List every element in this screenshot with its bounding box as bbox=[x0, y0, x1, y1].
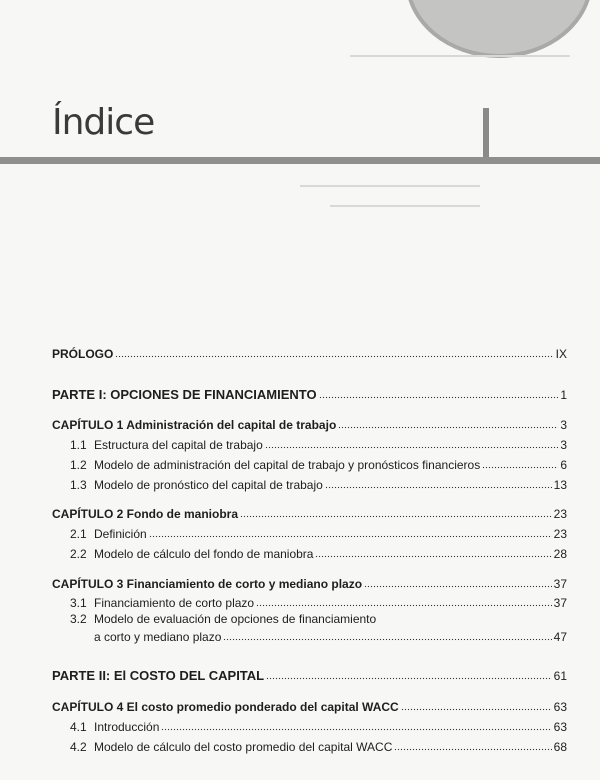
toc-section-number: 3.2 bbox=[70, 612, 87, 626]
toc-entry-capitulo-4 bbox=[0, 696, 600, 714]
toc-label: Estructura del capital de trabajo bbox=[94, 438, 263, 452]
toc-page-number: 13 bbox=[553, 478, 567, 492]
toc-entry-1-2 bbox=[0, 454, 600, 472]
bleed-through-line bbox=[300, 185, 480, 187]
dot-leader bbox=[315, 555, 551, 558]
title-horizontal-rule bbox=[0, 157, 600, 164]
toc-entry-1-1 bbox=[0, 434, 600, 452]
toc-section-number: 3.1 bbox=[70, 596, 87, 610]
toc-label: CAPÍTULO 2 Fondo de maniobra bbox=[52, 507, 239, 521]
toc-page-number: 28 bbox=[553, 547, 567, 561]
toc-entry-parte-1 bbox=[0, 384, 600, 402]
toc-section-number: 1.2 bbox=[70, 458, 87, 472]
toc-page-number: IX bbox=[555, 347, 567, 361]
dot-leader bbox=[256, 604, 552, 607]
toc-entry-1-3 bbox=[0, 474, 600, 492]
dot-leader bbox=[319, 396, 559, 399]
toc-page-number: 37 bbox=[553, 577, 567, 591]
toc-label: Definición bbox=[94, 527, 147, 541]
toc-page-number: 37 bbox=[553, 596, 567, 610]
toc-label: CAPÍTULO 1 Administración del capital de trabajo bbox=[52, 418, 337, 432]
toc-page-number: 1 bbox=[560, 388, 567, 402]
toc-section-number: 4.1 bbox=[70, 720, 87, 734]
dot-leader bbox=[338, 426, 558, 429]
toc-label: Modelo de pronóstico del capital de trabajo bbox=[94, 478, 323, 492]
page-title: Índice bbox=[52, 102, 155, 143]
toc-page-number: 68 bbox=[553, 740, 567, 754]
dot-leader bbox=[401, 708, 552, 711]
bleed-through-line bbox=[350, 55, 570, 57]
dot-leader bbox=[161, 728, 551, 731]
dot-leader bbox=[394, 748, 551, 751]
dot-leader bbox=[364, 585, 552, 588]
dot-leader bbox=[265, 446, 559, 449]
dot-leader bbox=[149, 535, 552, 538]
dot-leader bbox=[266, 677, 552, 680]
toc-page-number: 3 bbox=[560, 418, 567, 432]
toc-section-number: 4.2 bbox=[70, 740, 87, 754]
toc-page-number: 23 bbox=[553, 507, 567, 521]
bleed-through-line bbox=[330, 205, 480, 207]
toc-entry-2-1 bbox=[0, 523, 600, 541]
toc-page-number: 63 bbox=[553, 700, 567, 714]
toc-label: CAPÍTULO 4 El costo promedio ponderado del capital WACC bbox=[52, 700, 399, 714]
toc-entry-parte-2 bbox=[0, 665, 600, 683]
toc-section-number: 1.1 bbox=[70, 438, 87, 452]
toc-entry-capitulo-1 bbox=[0, 414, 600, 432]
toc-page-number: 3 bbox=[560, 438, 567, 452]
dot-leader bbox=[325, 486, 552, 489]
dot-leader bbox=[240, 515, 552, 518]
toc-label: Introducción bbox=[94, 720, 160, 734]
toc-entry-capitulo-2 bbox=[0, 503, 600, 521]
toc-section-number: 2.1 bbox=[70, 527, 87, 541]
toc-entry-2-2 bbox=[0, 543, 600, 561]
toc-label: PARTE I: OPCIONES DE FINANCIAMIENTO bbox=[52, 387, 317, 402]
toc-label: Modelo de administración del capital de trabajo y pronósticos financieros bbox=[94, 458, 481, 472]
toc-label: Modelo de cálculo del costo promedio del capital WACC bbox=[94, 740, 393, 754]
toc-label: PARTE II: El COSTO DEL CAPITAL bbox=[52, 668, 265, 683]
toc-label: Modelo de cálculo del fondo de maniobra bbox=[94, 547, 314, 561]
toc-page-number: 47 bbox=[553, 630, 567, 644]
toc-entry-3-1 bbox=[0, 592, 600, 610]
dot-leader bbox=[482, 466, 558, 469]
toc-section-number: 2.2 bbox=[70, 547, 87, 561]
dot-leader bbox=[223, 638, 551, 641]
toc-page-number: 63 bbox=[553, 720, 567, 734]
decorative-circle bbox=[405, 0, 593, 58]
toc-entry-prologo bbox=[0, 343, 600, 361]
toc-label: CAPÍTULO 3 Financiamiento de corto y mediano plazo bbox=[52, 577, 363, 591]
dot-leader bbox=[115, 355, 553, 358]
toc-entry-4-1 bbox=[0, 716, 600, 734]
title-vertical-rule bbox=[483, 108, 489, 158]
toc-page-number: 61 bbox=[553, 669, 567, 683]
toc-label-line-1: Modelo de evaluación de opciones de financiamiento bbox=[94, 612, 377, 626]
toc-label-line-2: a corto y mediano plazo bbox=[94, 630, 222, 644]
toc-section-number: 1.3 bbox=[70, 478, 87, 492]
toc-entry-capitulo-3 bbox=[0, 573, 600, 591]
toc-page-number: 6 bbox=[560, 458, 567, 472]
toc-label: PRÓLOGO bbox=[52, 347, 114, 361]
toc-entry-4-2 bbox=[0, 736, 600, 754]
toc-entry-3-2 bbox=[0, 626, 600, 644]
toc-page-number: 23 bbox=[553, 527, 567, 541]
toc-label: Financiamiento de corto plazo bbox=[94, 596, 255, 610]
